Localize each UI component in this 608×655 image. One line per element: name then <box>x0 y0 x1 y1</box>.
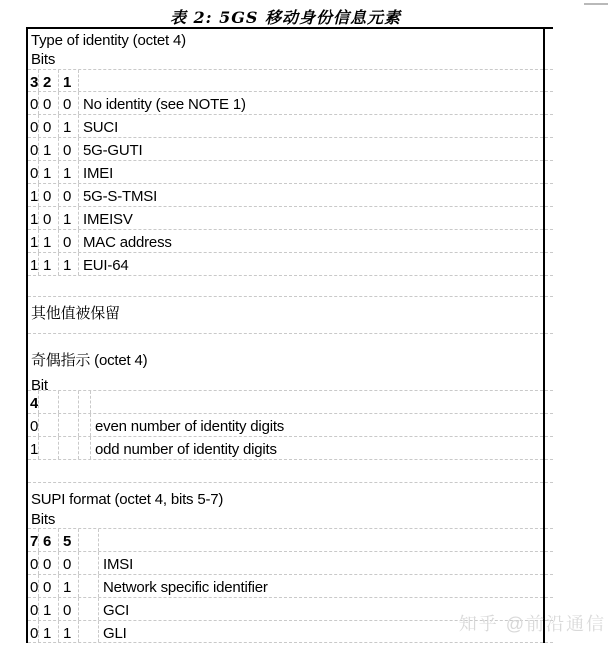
bit-cell: 1 <box>59 575 79 597</box>
bit-cell: 0 <box>59 230 79 252</box>
empty-cell <box>79 621 99 642</box>
table-row <box>28 414 553 437</box>
empty-cell <box>79 529 99 551</box>
bit-header-row <box>28 529 553 552</box>
bit-header-cell: 5 <box>59 529 79 551</box>
reserved-note: 其他值被保留 <box>31 305 120 322</box>
empty-cell <box>79 437 91 459</box>
bit-cell: 1 <box>39 138 59 160</box>
empty-cell <box>79 575 99 597</box>
watermark: 知乎 @前沿通信 <box>458 614 606 634</box>
bit-cell: 1 <box>39 253 59 275</box>
bit-cell: 0 <box>28 414 39 436</box>
section-header-line1: 奇偶指示 (octet 4) <box>31 352 148 369</box>
table-row <box>28 138 553 161</box>
identity-element-table <box>26 27 553 643</box>
value-label-cell: IMEISV <box>83 211 133 228</box>
empty-cell <box>59 437 79 459</box>
bit-cell: 0 <box>28 138 39 160</box>
table-row <box>28 115 553 138</box>
table-row <box>28 437 553 460</box>
value-label-cell: GLI <box>103 625 127 642</box>
bit-header-cell: 1 <box>59 70 79 91</box>
value-label-cell: SUCI <box>83 119 119 136</box>
bit-header-cell: 7 <box>28 529 39 551</box>
bit-cell: 1 <box>28 253 39 275</box>
bit-cell: 1 <box>39 621 59 642</box>
value-label-cell: EUI-64 <box>83 257 129 274</box>
value-label-cell: IMEI <box>83 165 114 182</box>
bit-header-label-cell <box>79 70 553 91</box>
bit-cell: 0 <box>28 552 39 574</box>
cropped-ui-fragment <box>584 3 608 5</box>
bit-cell: 0 <box>28 621 39 642</box>
value-label-cell: 5G-S-TMSI <box>83 188 158 205</box>
value-label-cell: No identity (see NOTE 1) <box>83 96 246 113</box>
empty-row <box>28 460 553 483</box>
empty-cell <box>79 598 99 620</box>
empty-row <box>28 276 553 297</box>
bit-cell: 0 <box>39 207 59 229</box>
empty-cell <box>79 414 91 436</box>
bit-cell: 0 <box>59 598 79 620</box>
section-header-parity <box>28 334 553 394</box>
bit-cell: 0 <box>39 575 59 597</box>
bit-header-cell: 2 <box>39 70 59 91</box>
bit-cell: 0 <box>59 138 79 160</box>
bit-cell: 0 <box>28 115 39 137</box>
section-header-line1: Type of identity (octet 4) <box>31 32 186 49</box>
bit-cell: 1 <box>59 253 79 275</box>
bit-cell: 0 <box>39 184 59 206</box>
bit-cell: 1 <box>28 184 39 206</box>
bit-cell: 0 <box>28 575 39 597</box>
value-label-cell: odd number of identity digits <box>95 441 277 458</box>
value-label-cell: GCI <box>103 602 130 619</box>
value-label-cell: MAC address <box>83 234 172 251</box>
table-right-border <box>543 29 545 643</box>
bit-cell: 1 <box>28 207 39 229</box>
bit-cell: 0 <box>28 598 39 620</box>
bit-header-cell: 4 <box>28 391 39 413</box>
bit-cell: 0 <box>39 552 59 574</box>
section-header-supi-format <box>28 483 553 529</box>
bit-cell: 1 <box>28 230 39 252</box>
table-row <box>28 207 553 230</box>
value-label-cell: IMSI <box>103 556 134 573</box>
bit-cell: 0 <box>39 115 59 137</box>
table-row <box>28 575 553 598</box>
empty-cell <box>59 414 79 436</box>
value-label-cell: even number of identity digits <box>95 418 285 435</box>
table-row <box>28 253 553 276</box>
table-row <box>28 552 553 575</box>
empty-cell <box>59 391 79 413</box>
section-header-line2: Bits <box>31 51 56 68</box>
bit-cell: 0 <box>28 161 39 183</box>
table-row <box>28 184 553 207</box>
empty-cell <box>79 552 99 574</box>
bit-cell: 1 <box>59 115 79 137</box>
bit-header-row <box>28 391 553 414</box>
bit-cell: 1 <box>39 230 59 252</box>
table-row <box>28 161 553 184</box>
section-header-line2: Bit <box>31 377 48 394</box>
bit-cell: 1 <box>39 161 59 183</box>
bit-cell: 0 <box>59 552 79 574</box>
value-label-cell: 5G-GUTI <box>83 142 143 159</box>
table-row <box>28 230 553 253</box>
bit-cell: 0 <box>59 92 79 114</box>
bit-header-row <box>28 70 553 92</box>
bit-cell: 0 <box>59 184 79 206</box>
bit-header-cell: 6 <box>39 529 59 551</box>
bit-cell: 1 <box>59 621 79 642</box>
table-row <box>28 92 553 115</box>
bit-header-label-cell <box>99 529 553 551</box>
empty-cell <box>39 437 59 459</box>
bit-cell: 0 <box>39 92 59 114</box>
empty-cell <box>39 391 59 413</box>
bit-cell: 0 <box>28 92 39 114</box>
value-label-cell: Network specific identifier <box>103 579 268 596</box>
bit-cell: 1 <box>28 437 39 459</box>
bit-header-cell: 3 <box>28 70 39 91</box>
reserved-note-row <box>28 297 553 334</box>
bit-header-label-cell <box>91 391 553 413</box>
table-caption: 表 2: 5GS 移动身份信息元素 <box>169 8 402 27</box>
empty-cell <box>79 391 91 413</box>
section-header-type-of-identity <box>28 29 553 70</box>
bit-cell: 1 <box>59 207 79 229</box>
section-header-line2: Bits <box>31 511 56 528</box>
empty-cell <box>39 414 59 436</box>
section-header-line1: SUPI format (octet 4, bits 5-7) <box>31 491 224 508</box>
bit-cell: 1 <box>59 161 79 183</box>
bit-cell: 1 <box>39 598 59 620</box>
